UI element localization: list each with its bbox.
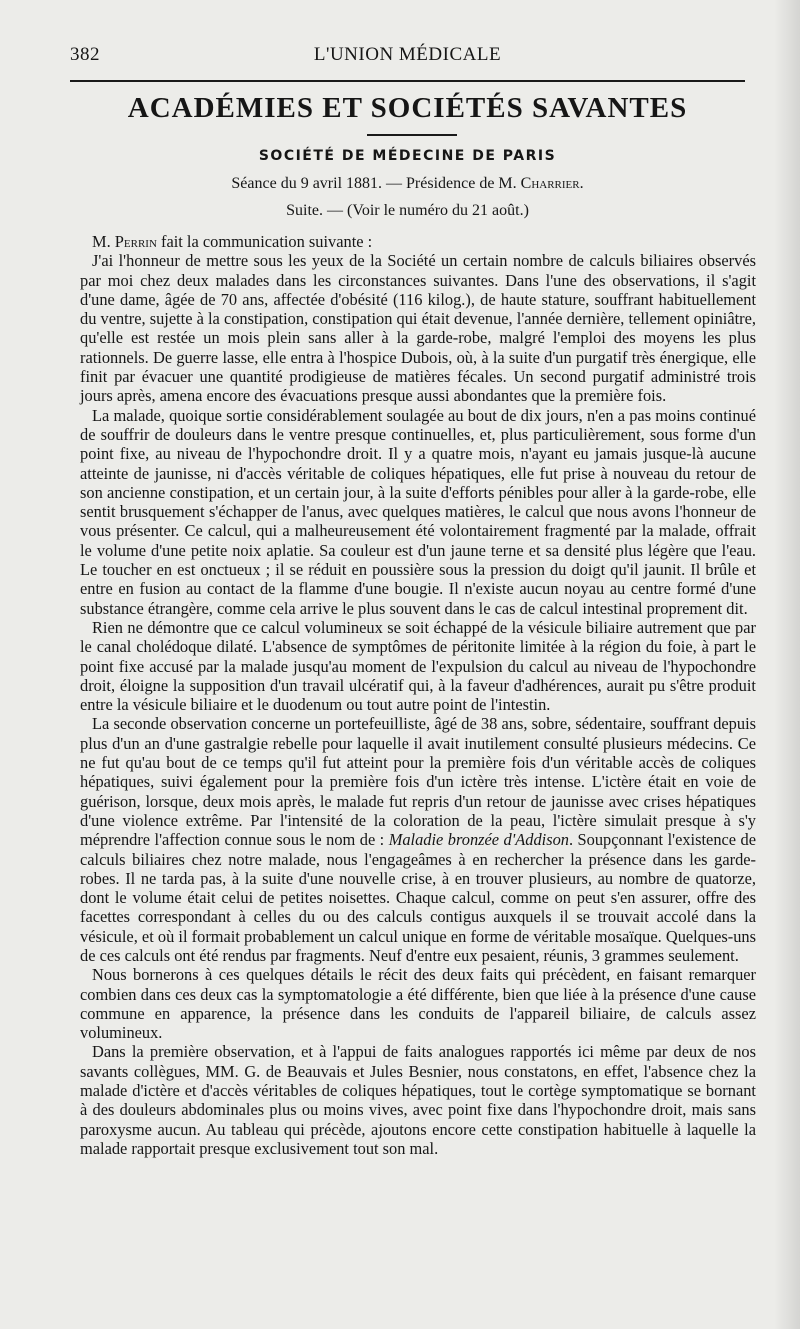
intro-paragraph [80,232,756,251]
page-number: 382 [70,44,100,65]
speaker-name: M. Perrin [92,232,157,251]
disease-name: Maladie bronzée d'Addison [388,830,569,850]
paragraph-2: La malade, quoique sortie considérablement soulagée au bout de dix jours, n'en a pas moins continué de souffrir de douleurs dans le ventre presque continuelles, et, plus particulièrement, sous forme d'un point fixe, au niveau de l'hypochondre droit. Il y a quatre mois, n'ayant eu jamais jusque-là aucune atteinte de jaunisse, ni d'accès véritable de coliques hépatiques, elle fut prise à nouveau du retour de son ancienne constipation, et un certain jour, à la suite d'efforts pénibles pour aller à la garde-robe, elle sentit brusquement s'échapper de l'anus, avec quelques matières, le calcul que nous avons l'honneur de vous présenter. Ce calcul, qui a malheureusement été volontairement fragmenté par la malade, offrait le volume d'une petite noix aplatie. Sa couleur est d'un jaune terne et sa densité plus légère que l'eau. Le toucher en est onctueux ; il se réduit en poussière sous la pression du doigt qu'il jaunit. Il brûle et entre en fusion au contact de la flamme d'une bougie. Il n'existe aucun noyau au centre formé d'une substance étrangère, comme cela arrive le plus souvent dans le cas de calcul intestinal proprement dit. [80,405,756,618]
paragraph-6: Dans la première observation, et à l'appui de faits analogues rapportés ici même par deux de nos savants collègues, MM. G. de Beauvais et Jules Besnier, nous constatons, en effet, l'absence chez la malade d'ictère et d'accès véritables de coliques hépatiques, tout le cortège symptomatique se bornant à des douleurs abdominales plus ou moins vives, avec point fixe dans l'hypochondre droit, mais sans paroxysme aucun. Au tableau qui précède, ajoutons encore cette constipation habituelle à laquelle la malade rapportait presque exclusivement tout son mal. [80,1042,756,1158]
society-name: SOCIÉTÉ DE MÉDECINE DE PARIS [258,148,557,164]
section-title: ACADÉMIES ET SOCIÉTÉS SAVANTES [127,92,688,124]
paragraph-4-continued: . Soupçonnant l'existence de calculs biliaires chez notre malade, nous l'engageâmes à en rechercher la présence dans les garde-robes. Il ne tarda pas, à la suite d'une nouvelle crise, à en trouver plusieurs, au nombre de quatorze, dont le volume était celui de petites noisettes. Chaque calcul, comme on peut s'en assurer, offre des facettes correspondant à celles du ou des calculs contigus auxquels il se trouvait accolé dans la vésicule, et où il formait probablement un calcul unique en forme de véritable mosaïque. Quelques-uns de ces calculs ont été rendus par fragments. Neuf d'entre eux pesaient, réunis, 3 grammes seulement. [80,830,756,965]
page-edge-shadow [774,0,800,1329]
intro-text: fait la communication suivante : [156,232,373,251]
header-rule [70,80,745,82]
session-date: Séance du 9 avril 1881. — Présidence de M. [231,175,521,192]
continuation-note: Suite. — (Voir le numéro du 21 août.) [286,202,529,219]
paragraph-1: J'ai l'honneur de mettre sous les yeux de la Société un certain nombre de calculs biliaires observés par moi chez deux malades dans les circonstances suivantes. Dans l'une des observations, il s'agit d'une dame, âgée de 70 ans, affectée d'obésité (116 kilog.), de haute stature, souffrant habituellement du ventre, sujette à la constipation, constipation qui était devenue, l'année dernière, tellement opiniâtre, qu'elle est restée un mois plein sans aller à la garde-robe, malgré l'emploi des moyens les plus rationnels. De guerre lasse, elle entra à l'hospice Dubois, où, à la suite d'un purgatif très énergique, elle finit par évacuer une quantité prodigieuse de matières fécales. Un second purgatif administré trois jours après, amena encore des évacuations presque aussi abondantes que la première fois. [80,251,756,406]
paragraph-4-text: La seconde observation concerne un portefeuilliste, âgé de 38 ans, sobre, sédentaire, souffrant depuis plus d'un an d'une gastralgie rebelle pour laquelle il avait inutilement consulté plusieurs médecins. Ce ne fut qu'au bout de ce temps qu'il fut atteint pour la première fois d'un véritable accès de coliques hépatiques, suivi également pour la première fois d'un ictère très intense. L'ictère était en voie de guérison, lorsque, deux mois après, le malade fut repris d'un retour de jaunisse avec crises hépatiques d'une violence extrême. Par l'intensité de la coloration de la peau, l'ictère simulait presque à s'y méprendre l'affection connue sous le nom de : [80,714,756,850]
paragraph-5: Nous bornerons à ces quelques détails le récit des deux faits qui précèdent, en faisant remarquer combien dans ces deux cas la symptomatologie a été différente, bien que liée à la présence d'une cause commune en apparence, la présence dans les conduits de l'appareil biliaire, de calculs assez volumineux. [80,965,756,1043]
session-suffix: . [579,175,584,192]
paragraph-4 [80,714,756,965]
article-body [80,232,756,1158]
session-line [70,175,745,193]
title-rule [367,134,457,136]
journal-title: L'UNION MÉDICALE [313,44,502,65]
running-head [70,44,745,72]
president-name: Charrier [520,175,580,192]
paragraph-3: Rien ne démontre que ce calcul volumineux se soit échappé de la vésicule biliaire autrement que par le canal cholédoque dilaté. L'absence de symptômes de péritonite limitée à la région du foie, à part le point fixe accusé par la malade jusqu'au moment de l'expulsion du calcul au niveau de l'hypochondre droit, éloigne la supposition d'un travail ulcératif qui, à la faveur d'adhérences, aurait pu s'être produit entre la vésicule biliaire et le duodenum ou tout autre point de l'intestin. [80,617,756,715]
